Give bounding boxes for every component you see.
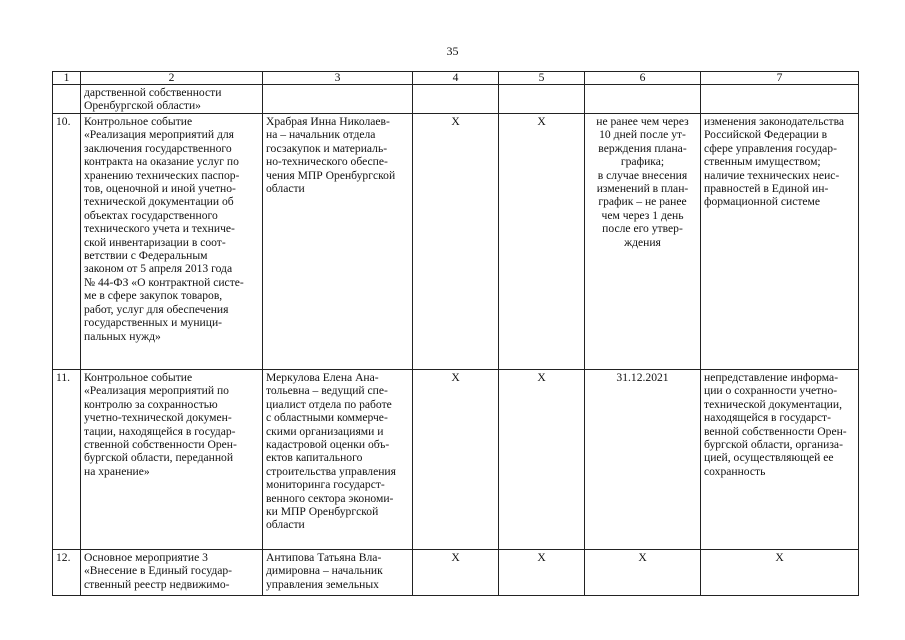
col5-cell: Х <box>499 550 585 596</box>
cell-line: формационной системе <box>704 195 821 209</box>
cell-line: технического учета и техниче- <box>84 222 235 236</box>
responsible-cell <box>263 550 413 596</box>
cell-line: Антипова Татьяна Вла- <box>266 551 382 564</box>
risks-cell <box>701 550 859 596</box>
table-row <box>53 550 859 596</box>
row-number: 10. <box>53 114 81 370</box>
cell-line: работ, услуг для обеспечения <box>84 302 229 316</box>
cell-line: Храбрая Инна Николаев- <box>266 115 390 128</box>
header-cell: 2 <box>81 72 263 85</box>
header-row <box>53 72 859 85</box>
cell-line: ме в сфере закупок товаров, <box>84 289 223 303</box>
cell-line: 10 дней после ут- <box>599 128 686 142</box>
header-cell: 1 <box>53 72 81 85</box>
cell-line: тольевна – ведущий спе- <box>266 384 388 398</box>
page-number: 35 <box>446 44 459 58</box>
cell-line: Основное мероприятие 3 <box>84 551 208 564</box>
responsible-cell <box>263 85 413 114</box>
risks-cell <box>701 114 859 370</box>
cell-line: Контрольное событие <box>84 371 193 384</box>
cell-line: дарственной собственности <box>84 86 222 99</box>
cell-line: чения МПР Оренбургской <box>266 168 396 182</box>
cell-line: контролю за сохранностью <box>84 397 218 411</box>
cell-line: график – не ранее <box>598 195 687 209</box>
cell-line: учетно-технической докумен- <box>84 411 232 425</box>
cell-line: государственных и муници- <box>84 316 223 330</box>
risks-cell <box>701 370 859 550</box>
cell-line: сфере управления государ- <box>704 141 837 155</box>
cell-line: скими организациями и <box>266 424 384 438</box>
col4-cell: Х <box>413 114 499 370</box>
cell-line: пальных нужд» <box>84 329 161 343</box>
cell-line: «Реализация мероприятий для <box>84 128 234 142</box>
col5-cell: Х <box>499 114 585 370</box>
cell-line: мониторинга государст- <box>266 478 385 492</box>
cell-line: заключения государственного <box>84 141 232 155</box>
deadline-cell <box>585 550 701 596</box>
cell-line: тов, оценочной и иной учетно- <box>84 182 236 196</box>
cell-line: сохранность <box>704 464 766 478</box>
cell-line: непредставление информа- <box>704 371 839 384</box>
col5-cell: Х <box>499 370 585 550</box>
cell-line: но-технического обеспе- <box>266 155 388 169</box>
event-name-cell <box>81 370 263 550</box>
cell-line: ской инвентаризации в соот- <box>84 235 226 249</box>
cell-line: бургской области, переданной <box>84 451 234 465</box>
cell-line: в случае внесения <box>597 168 688 182</box>
cell-line: изменений в план- <box>596 182 689 196</box>
cell-line: Меркулова Елена Ана- <box>266 371 379 384</box>
cell-line: изменения законодательства <box>704 115 845 128</box>
row-number <box>53 85 81 114</box>
cell-line: графика; <box>620 155 665 169</box>
cell-line: технической документации, <box>704 397 842 411</box>
cell-line: ственным имуществом; <box>704 155 821 169</box>
data-table <box>52 71 859 596</box>
cell-line: Российской Федерации в <box>704 128 828 142</box>
cell-line: ки МПР Оренбургской <box>266 505 379 519</box>
cell-line: № 44-ФЗ «О контрактной систе- <box>84 275 244 289</box>
cell-line: после его утвер- <box>602 222 683 236</box>
table-row <box>53 370 859 550</box>
event-name-cell <box>81 550 263 596</box>
cell-line: Контрольное событие <box>84 115 193 128</box>
deadline-cell <box>585 85 701 114</box>
cell-line: ветствии с Федеральным <box>84 249 208 263</box>
cell-line: Оренбургской области» <box>84 99 201 113</box>
col4-cell: Х <box>413 550 499 596</box>
cell-line: цией, осуществляющей ее <box>704 451 834 465</box>
header-cell: 5 <box>499 72 585 85</box>
cell-line: тации, находящейся в государ- <box>84 424 236 438</box>
cell-line: верждения плана- <box>598 141 687 155</box>
cell-line: наличие технических неис- <box>704 168 840 182</box>
cell-line: строительства управления <box>266 464 396 478</box>
table-row <box>53 114 859 370</box>
risks-cell <box>701 85 859 114</box>
cell-line: кадастровой оценки объ- <box>266 438 390 452</box>
deadline-cell <box>585 370 701 550</box>
cell-line: Х <box>638 551 647 564</box>
header-cell: 4 <box>413 72 499 85</box>
cell-line: правностей в Единой ин- <box>704 182 829 196</box>
cell-line: ственный реестр недвижимо- <box>84 577 230 591</box>
cell-line: ственной собственности Орен- <box>84 438 237 452</box>
cell-line: технической документации об <box>84 195 234 209</box>
cell-line: законом от 5 апреля 2013 года <box>84 262 233 276</box>
cell-line: венной собственности Орен- <box>704 424 847 438</box>
cell-line: чем через 1 день <box>601 208 684 222</box>
col4-cell: Х <box>413 370 499 550</box>
responsible-cell <box>263 370 413 550</box>
cell-line: «Реализация мероприятий по <box>84 384 229 398</box>
event-name-cell <box>81 114 263 370</box>
cell-line: циалист отдела по работе <box>266 397 392 411</box>
row-number: 12. <box>53 550 81 596</box>
cell-line: контракта на оказание услуг по <box>84 155 239 169</box>
cell-line: области <box>266 518 305 532</box>
cell-line: на хранение» <box>84 464 150 478</box>
cell-line: госзакупок и материаль- <box>266 141 388 155</box>
cell-line: бургской области, организа- <box>704 438 843 452</box>
cell-line: 31.12.2021 <box>616 371 669 384</box>
cell-line: с областными коммерче- <box>266 411 388 425</box>
cell-line: на – начальник отдела <box>266 128 376 142</box>
cell-line: находящейся в государст- <box>704 411 831 425</box>
cell-line: венного сектора экономи- <box>266 491 394 505</box>
cell-line: «Внесение в Единый государ- <box>84 564 233 578</box>
responsible-cell <box>263 114 413 370</box>
header-cell: 3 <box>263 72 413 85</box>
cell-line: ждения <box>624 235 661 249</box>
header-cell: 6 <box>585 72 701 85</box>
cell-line: объектах государственного <box>84 208 218 222</box>
cell-line: Х <box>775 551 784 564</box>
cell-line: ции о сохранности учетно- <box>704 384 838 398</box>
deadline-cell <box>585 114 701 370</box>
cell-line: не ранее чем через <box>596 115 689 128</box>
cell-line: димировна – начальник <box>266 564 383 578</box>
col5-cell <box>499 85 585 114</box>
cell-line: управления земельных <box>266 577 379 591</box>
table-row <box>53 85 859 114</box>
cell-line: области <box>266 182 305 196</box>
header-cell: 7 <box>701 72 859 85</box>
event-name-cell <box>81 85 263 114</box>
col4-cell <box>413 85 499 114</box>
cell-line: ектов капитального <box>266 451 363 465</box>
cell-line: хранению технических паспор- <box>84 168 240 182</box>
row-number: 11. <box>53 370 81 550</box>
